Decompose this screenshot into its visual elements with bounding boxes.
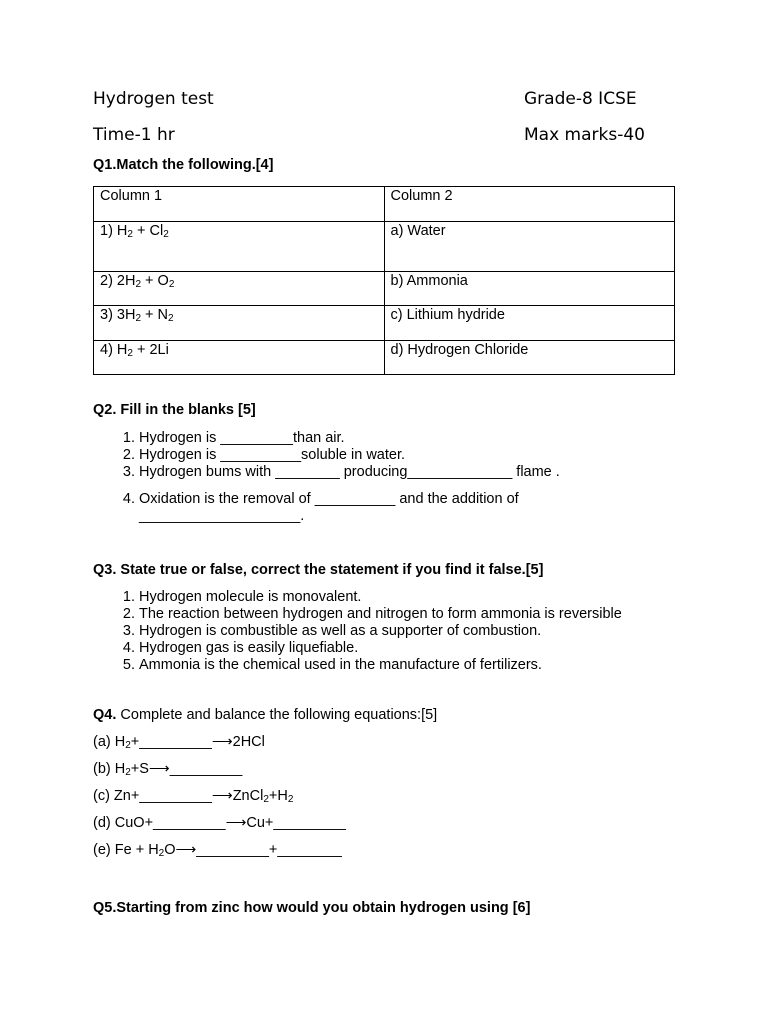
list-item: 2. Hydrogen is __________soluble in water. bbox=[139, 447, 579, 464]
max-marks-label: Max marks-40 bbox=[524, 125, 645, 145]
table-row bbox=[94, 341, 675, 375]
list-item: 2. The reaction between hydrogen and nitrogen to form ammonia is reversible bbox=[139, 606, 699, 623]
product-cell: a) Water bbox=[384, 222, 675, 272]
column-1-header: Column 1 bbox=[94, 187, 385, 222]
table-row bbox=[94, 222, 675, 272]
test-title: Hydrogen test bbox=[93, 89, 214, 109]
q2-heading: Q2. Fill in the blanks [5] bbox=[93, 402, 256, 418]
fill-blanks-list bbox=[93, 430, 579, 525]
reactant-cell: 3) $3H_2 + N_2$ bbox=[94, 306, 385, 341]
true-false-list bbox=[93, 589, 699, 674]
grade-label: Grade-8 ICSE bbox=[524, 89, 637, 109]
match-table bbox=[93, 186, 675, 375]
reactant-cell: 2) $2H_2 + O_2$ bbox=[94, 272, 385, 306]
list-item: 4. Oxidation is the removal of __________ and the addition of ____________________. bbox=[139, 491, 579, 525]
table-row bbox=[94, 272, 675, 306]
equation-b: (b) $H_2+S⟶\_\_\_\_\_\_\_\_\_$ bbox=[93, 761, 243, 778]
table-header-row bbox=[94, 187, 675, 222]
equation-a: (a) $H_2+\_\_\_\_\_\_\_\_\_⟶2HCl$ bbox=[93, 734, 265, 751]
equation-e: (e) $Fe + H_2O⟶\_\_\_\_\_\_\_\_\_+\_\_\_\_\_\_\_\_$ bbox=[93, 842, 342, 859]
time-label: Time-1 hr bbox=[93, 125, 175, 145]
equation-c: (c) $Zn+\_\_\_\_\_\_\_\_\_⟶ZnCl_2+H_2$ bbox=[93, 788, 294, 805]
table-row bbox=[94, 306, 675, 341]
product-cell: d) Hydrogen Chloride bbox=[384, 341, 675, 375]
q1-heading: Q1.Match the following.[4] bbox=[93, 157, 274, 173]
column-2-header: Column 2 bbox=[384, 187, 675, 222]
list-item: 1. Hydrogen is _________than air. bbox=[139, 430, 579, 447]
list-item: 5. Ammonia is the chemical used in the manufacture of fertilizers. bbox=[139, 657, 699, 674]
product-cell: b) Ammonia bbox=[384, 272, 675, 306]
list-item: 4. Hydrogen gas is easily liquefiable. bbox=[139, 640, 699, 657]
equation-d: (d) CuO+_________⟶Cu+_________ bbox=[93, 815, 346, 831]
list-item: 3. Hydrogen bums with ________ producing_____________ flame . bbox=[139, 464, 579, 481]
product-cell: c) Lithium hydride bbox=[384, 306, 675, 341]
q5-heading: Q5.Starting from zinc how would you obtain hydrogen using [6] bbox=[93, 900, 531, 916]
q3-heading: Q3. State true or false, correct the statement if you find it false.[5] bbox=[93, 562, 544, 578]
reactant-cell: 4) $H_2 + 2Li$ bbox=[94, 341, 385, 375]
list-item: 3. Hydrogen is combustible as well as a supporter of combustion. bbox=[139, 623, 699, 640]
reactant-cell: 1) $H_2 + Cl_2$ bbox=[94, 222, 385, 272]
q4-heading: Q4. Complete and balance the following equations:[5] bbox=[93, 707, 438, 723]
list-item: 1. Hydrogen molecule is monovalent. bbox=[139, 589, 699, 606]
